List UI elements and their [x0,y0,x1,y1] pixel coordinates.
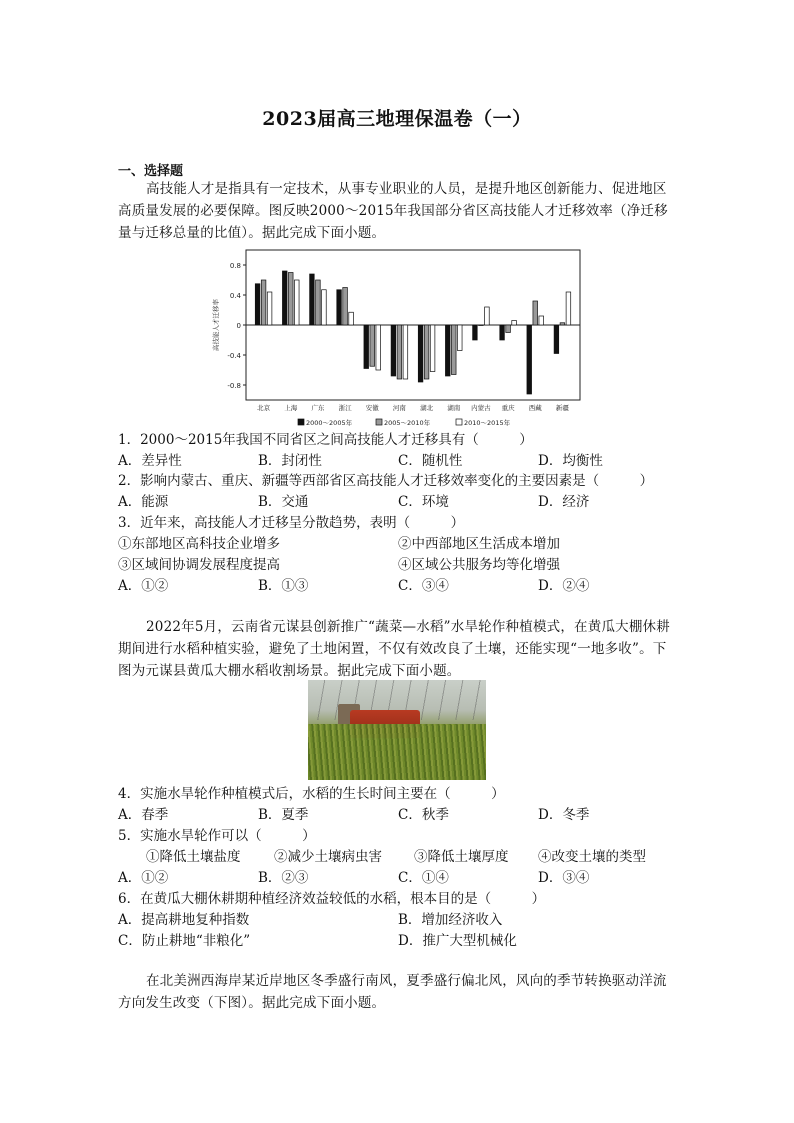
rice-harvest-photo [308,680,486,780]
bar-湖北-2 [430,325,435,372]
intro-paragraph-3: 在北美洲西海岸某近岸地区冬季盛行南风，夏季盛行偏北风，风向的季节转换驱动洋流方向发生改变（下图）。据此完成下面小题。 [118,973,667,1011]
bar-内蒙古-0 [473,325,478,340]
q2-option-c[interactable]: C．环境 [398,494,449,510]
question-5-stem: 5．实施水旱轮作可以（ ） [118,828,316,844]
bar-河南-0 [391,325,396,376]
q3-option-d[interactable]: D．②④ [538,578,590,594]
bar-西藏-0 [527,325,532,394]
q6-option-c[interactable]: C．防止耕地“非粮化” [118,933,251,949]
question-3-stem: 3．近年来，高技能人才迁移呈分散趋势，表明（ ） [118,515,465,531]
bar-浙江-2 [349,312,354,325]
bar-广东-1 [316,280,321,325]
x-tick-label: 湖北 [420,404,434,412]
q2-option-d[interactable]: D．经济 [538,494,590,510]
bar-湖南-1 [451,325,456,375]
x-tick-label: 重庆 [501,404,515,412]
q2-option-b[interactable]: B．交通 [258,494,309,510]
legend-label: 2010～2015年 [464,419,511,426]
bar-重庆-0 [500,325,505,340]
question-4-stem: 4．实施水旱轮作种植模式后，水稻的生长时间主要在（ ） [118,786,505,802]
question-2-stem: 2．影响内蒙古、重庆、新疆等西部省区高技能人才迁移效率变化的主要因素是（ ） [118,473,654,489]
bar-上海-1 [288,273,293,326]
x-tick-label: 安徽 [365,404,379,412]
q5-option-b[interactable]: B．②③ [258,870,309,886]
q5-option-a[interactable]: A．①② [118,870,169,886]
bar-湖南-0 [445,325,450,376]
bar-新疆-2 [566,292,571,325]
y-axis-label: 高技能人才迁移率 [212,299,220,351]
q3-option-a[interactable]: A．①② [118,578,169,594]
q5-item-3: ③降低土壤厚度 [414,849,509,865]
bar-新疆-0 [554,325,559,354]
bar-上海-0 [282,271,287,325]
x-tick-label: 新疆 [555,404,569,412]
bar-北京-2 [267,292,272,325]
y-tick-label: -0.8 [227,382,241,390]
question-6-stem: 6．在黄瓜大棚休耕期种植经济效益较低的水稻，根本目的是（ ） [118,891,546,907]
y-tick-label: 0.8 [229,262,241,270]
legend-swatch [456,419,462,425]
q3-item-1: ①东部地区高科技企业增多 [118,536,280,552]
q6-option-a[interactable]: A．提高耕地复种指数 [118,912,250,928]
q4-option-b[interactable]: B．夏季 [258,807,309,823]
page-title: 2023届高三地理保温卷（一） [262,108,532,130]
q5-item-1: ①降低土壤盐度 [146,849,241,865]
x-tick-label: 西藏 [528,404,542,412]
bar-河南-1 [397,325,402,379]
legend-swatch [298,419,304,425]
q1-option-d[interactable]: D．均衡性 [538,453,603,469]
section-heading: 一、选择题 [118,164,184,179]
x-tick-label: 浙江 [338,404,352,412]
q3-option-c[interactable]: C．③④ [398,578,449,594]
question-1-stem: 1．2000～2015年我国不同省区之间高技能人才迁移具有（ ） [118,432,533,448]
x-tick-label: 湖南 [447,404,461,412]
q6-option-b[interactable]: B．增加经济收入 [398,912,503,928]
q3-item-4: ④区域公共服务均等化增强 [398,557,560,573]
q4-option-a[interactable]: A．春季 [118,807,169,823]
y-tick-label: 0 [236,322,241,330]
x-tick-label: 上海 [284,404,298,412]
y-tick-label: -0.4 [227,352,241,360]
q5-item-4: ④改变土壤的类型 [538,849,646,865]
bar-北京-0 [255,284,260,325]
x-tick-label: 内蒙古 [471,404,491,412]
bar-湖北-1 [424,325,429,379]
q1-option-b[interactable]: B．封闭性 [258,453,322,469]
intro-paragraph-2: 2022年5月，云南省元谋县创新推广“蔬菜—水稻”水旱轮作种植模式，在黄瓜大棚休耕期间进行水稻种植实验，避免了土地闲置，不仅有效改良了土壤，还能实现“一地多收”。下图为元谋县黄瓜大棚水稻收割场景。据此完成下面小题。 [118,619,670,679]
bar-湖北-0 [418,325,423,382]
q3-option-b[interactable]: B．①③ [258,578,309,594]
migration-efficiency-chart [210,248,590,426]
bar-西藏-1 [533,301,538,325]
q5-option-c[interactable]: C．①④ [398,870,449,886]
bar-新疆-1 [560,323,565,325]
q2-option-a[interactable]: A．能源 [118,494,169,510]
q1-option-a[interactable]: A．差异性 [118,453,182,469]
q3-item-3: ③区域间协调发展程度提高 [118,557,280,573]
bar-重庆-1 [506,325,511,333]
bar-河南-2 [403,325,408,379]
bar-浙江-1 [343,288,348,326]
y-tick-label: 0.4 [229,292,241,300]
x-tick-label: 广东 [311,404,325,412]
legend-label: 2005～2010年 [384,419,431,426]
bar-重庆-2 [512,321,517,326]
bar-西藏-2 [539,316,544,325]
bar-广东-0 [310,274,315,325]
bar-安徽-2 [376,325,381,370]
q3-item-2: ②中西部地区生活成本增加 [398,536,560,552]
bar-安徽-0 [364,325,369,369]
q5-item-2: ②减少土壤病虫害 [274,849,382,865]
bar-安徽-1 [370,325,375,366]
bar-内蒙古-2 [485,307,490,325]
q4-option-c[interactable]: C．秋季 [398,807,449,823]
bar-北京-1 [261,280,266,325]
x-tick-label: 北京 [257,404,271,412]
bar-湖南-2 [457,325,462,351]
bar-浙江-0 [337,290,342,325]
x-tick-label: 河南 [392,404,406,412]
q5-option-d[interactable]: D．③④ [538,870,590,886]
q1-option-c[interactable]: C．随机性 [398,453,463,469]
bar-内蒙古-1 [479,325,484,326]
intro-paragraph-1: 高技能人才是指具有一定技术，从事专业职业的人员，是提升地区创新能力、促进地区高质量发展的必要保障。图反映2000～2015年我国部分省区高技能人才迁移效率（净迁移量与迁移总量的比值）。据此完成下面小题。 [118,181,668,241]
q4-option-d[interactable]: D．冬季 [538,807,590,823]
legend-swatch [376,419,382,425]
legend-label: 2000～2005年 [306,419,353,426]
bar-上海-2 [294,280,299,325]
q6-option-d[interactable]: D．推广大型机械化 [398,933,517,949]
bar-广东-2 [322,290,327,325]
